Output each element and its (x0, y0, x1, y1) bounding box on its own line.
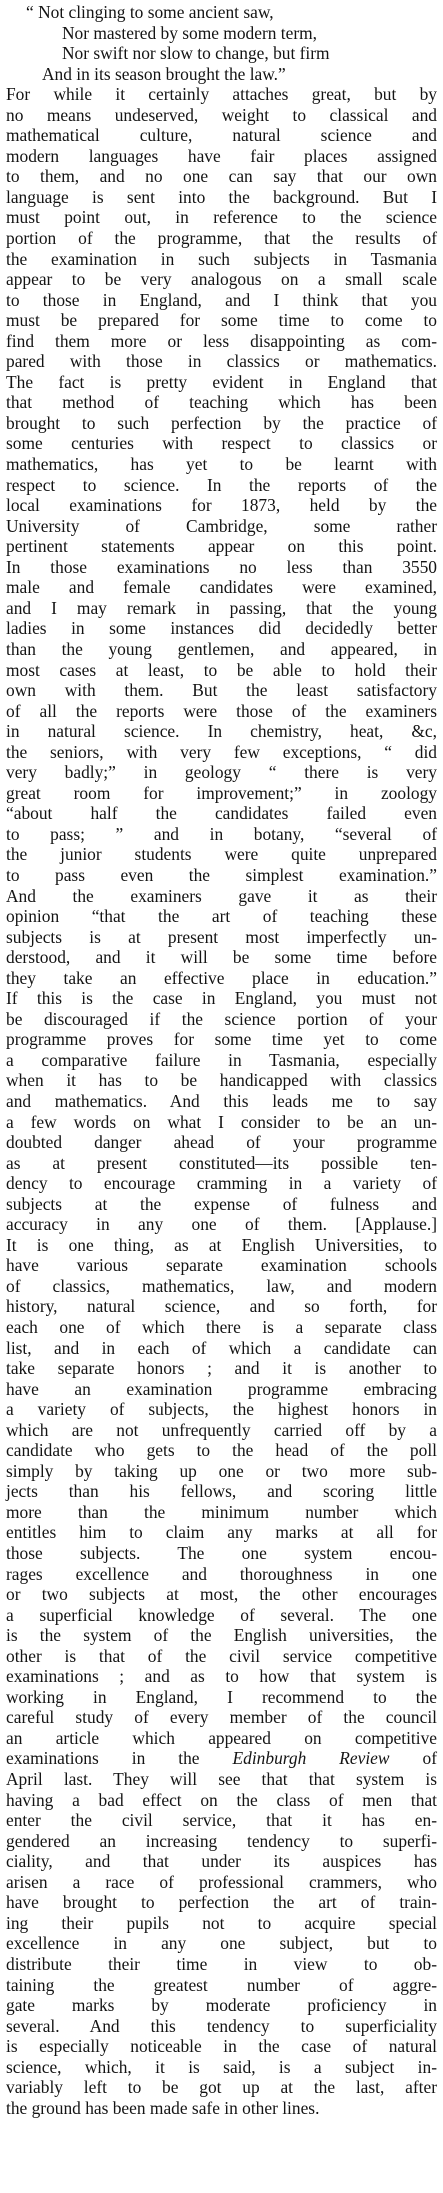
text-line: to them, and no one can say that our own (6, 166, 437, 187)
text-line: taining the greatest number of aggre- (6, 1974, 437, 1995)
text-line: is especially noticeable in the case of natural (6, 2036, 437, 2057)
text-line: And the examiners gave it as their (6, 885, 437, 906)
text-line: excellence in any one subject, but to (6, 1933, 437, 1954)
text-line: other is that of the civil service competitive (6, 1645, 437, 1666)
text-line: history, natural science, and so forth, for (6, 1296, 437, 1317)
text-line: the junior students were quite unprepared (6, 844, 437, 865)
text-line: must point out, in reference to the science (6, 207, 437, 228)
text-line (6, 1748, 437, 1769)
text-line: subjects at the expense of fulness and (6, 1193, 437, 1214)
text-line: a superficial knowledge of several. The one (6, 1604, 437, 1625)
text-line: “about half the candidates failed even (6, 803, 437, 824)
text-line: distribute their time in view to ob- (6, 1953, 437, 1974)
text-line: in natural science. In chemistry, heat, &c, (6, 721, 437, 742)
text-line: or two subjects at most, the other encourages (6, 1584, 437, 1605)
text-line: local examinations for 1873, held by the (6, 495, 437, 516)
text-line: the seniors, with very few exceptions, “ did (6, 741, 437, 762)
verse-line: And in its season brought the law.” (42, 63, 286, 84)
text-line: pared with those in classics or mathematics. (6, 351, 437, 372)
text-line: and I may remark in passing, that the young (6, 597, 437, 618)
text-line: programme proves for some time yet to come (6, 1029, 437, 1050)
text-line: The fact is pretty evident in England that (6, 371, 437, 392)
text-line: variably left to be got up at the last, after (6, 2077, 437, 2098)
text-line: entitles him to claim any marks at all for (6, 1522, 437, 1543)
text-line: mathematics, has yet to be learnt with (6, 454, 437, 475)
text-line: respect to science. In the reports of the (6, 474, 437, 495)
text-line: is the system of the English universities, the (6, 1625, 437, 1646)
text-line: ladies in some instances did decidedly better (6, 618, 437, 639)
text-line: jects than his fellows, and scoring little (6, 1481, 437, 1502)
text-line: must be prepared for some time to come to (6, 310, 437, 331)
text-line: modern languages have fair places assigned (6, 145, 437, 166)
text-line: For while it certainly attaches great, but by (6, 84, 437, 105)
text-line: great room for improvement;” in zoology (6, 782, 437, 803)
text-line: some centuries with respect to classics or (6, 433, 437, 454)
text-line: as at present constituted—its possible ten- (6, 1152, 437, 1173)
text-line: an article which appeared on competitive (6, 1727, 437, 1748)
text-line: derstood, and it will be some time before (6, 947, 437, 968)
text-line: mathematical culture, natural science and (6, 125, 437, 146)
text-line: a few words on what I consider to be an un- (6, 1111, 437, 1132)
text-line: University of Cambridge, some rather (6, 515, 437, 536)
text-line: April last. They will see that that system is (6, 1769, 437, 1790)
text-line: no means undeserved, weight to classical and (6, 104, 437, 125)
text-line: very badly;” in geology “ there is very (6, 762, 437, 783)
text-line: doubted danger ahead of your programme (6, 1132, 437, 1153)
text-line: and mathematics. And this leads me to say (6, 1090, 437, 1111)
text-line: candidate who gets to the head of the poll (6, 1440, 437, 1461)
text-line: the ground has been made safe in other lines. (6, 2097, 320, 2118)
article-body (6, 84, 437, 2118)
text-line: examinations ; and as to how that system is (6, 1666, 437, 1687)
text-line: ciality, and that under its auspices has (6, 1851, 437, 1872)
text-line: a variety of subjects, the highest honors in (6, 1399, 437, 1420)
verse-line: Nor mastered by some modern term, (62, 22, 317, 43)
text-line: the examination in such subjects in Tasmania (6, 248, 437, 269)
text-line: be discouraged if the science portion of your (6, 1008, 437, 1029)
text-line: brought to such perfection by the practice of (6, 412, 437, 433)
text-line: careful study of every member of the council (6, 1707, 437, 1728)
text-line: science, which, it is said, is a subject in- (6, 2056, 437, 2077)
text-line: accuracy in any one of them. [Applause.] (6, 1214, 437, 1235)
text-line: of classics, mathematics, law, and modern (6, 1275, 437, 1296)
text-line: have various separate examination schools (6, 1255, 437, 1276)
text-line: enter the civil service, that it has en- (6, 1810, 437, 1831)
text-line: own with them. But the least satisfactory (6, 680, 437, 701)
text-line: portion of the programme, that the results of (6, 228, 437, 249)
text-line: have brought to perfection the art of train- (6, 1892, 437, 1913)
text-line: take separate honors ; and it is another to (6, 1358, 437, 1379)
text-line: those subjects. The one system encou- (6, 1543, 437, 1564)
text-line: gate marks by moderate proficiency in (6, 1995, 437, 2016)
text-line: have an examination programme embracing (6, 1378, 437, 1399)
text-line: appear to be very analogous on a small scale (6, 269, 437, 290)
text-line: male and female candidates were examined, (6, 577, 437, 598)
text-line: more than the minimum number which (6, 1501, 437, 1522)
text-line: than the young gentlemen, and appeared, in (6, 638, 437, 659)
text-line: arisen a race of professional crammers, who (6, 1871, 437, 1892)
text-line: subjects is at present most imperfectly un- (6, 926, 437, 947)
text-line: opinion “that the art of teaching these (6, 906, 437, 927)
text-line: working in England, I recommend to the (6, 1686, 437, 1707)
text-line: they take an effective place in education.” (6, 967, 437, 988)
text-line: simply by taking up one or two more sub- (6, 1460, 437, 1481)
text-fragment: of (389, 1748, 437, 1769)
text-line: that method of teaching which has been (6, 392, 437, 413)
text-line: a comparative failure in Tasmania, especially (6, 1049, 437, 1070)
quoted-verse (6, 2, 437, 84)
text-line: rages excellence and thoroughness in one (6, 1563, 437, 1584)
text-line: language is sent into the background. But I (6, 186, 437, 207)
text-line: having a bad effect on the class of men that (6, 1789, 437, 1810)
text-line: of all the reports were those of the examiners (6, 700, 437, 721)
text-line: when it has to be handicapped with classics (6, 1070, 437, 1091)
text-line: which are not unfrequently carried off by a (6, 1419, 437, 1440)
text-line: to pass; ” and in botany, “several of (6, 823, 437, 844)
text-line: most cases at least, to be able to hold their (6, 659, 437, 680)
publication-title: Edinburgh Review (232, 1748, 390, 1769)
text-line: list, and in each of which a candidate can (6, 1337, 437, 1358)
verse-line: “ Not clinging to some ancient saw, (26, 2, 274, 22)
text-line: each one of which there is a separate class (6, 1317, 437, 1337)
text-line: gendered an increasing tendency to superfi- (6, 1830, 437, 1851)
text-line: pertinent statements appear on this point. (6, 536, 437, 557)
text-line: several. And this tendency to superficiality (6, 2015, 437, 2036)
verse-line: Nor swift nor slow to change, but firm (62, 43, 330, 64)
text-line: ing their pupils not to acquire special (6, 1912, 437, 1933)
text-line: find them more or less disappointing as com- (6, 330, 437, 351)
text-line: to pass even the simplest examination.” (6, 864, 437, 885)
text-line: If this is the case in England, you must not (6, 988, 437, 1009)
text-line: In those examinations no less than 3550 (6, 556, 437, 577)
text-fragment: examinations in the (6, 1748, 233, 1769)
text-line: It is one thing, as at English Universities, to (6, 1234, 437, 1255)
text-line: to those in England, and I think that you (6, 289, 437, 310)
text-line: dency to encourage cramming in a variety of (6, 1173, 437, 1194)
